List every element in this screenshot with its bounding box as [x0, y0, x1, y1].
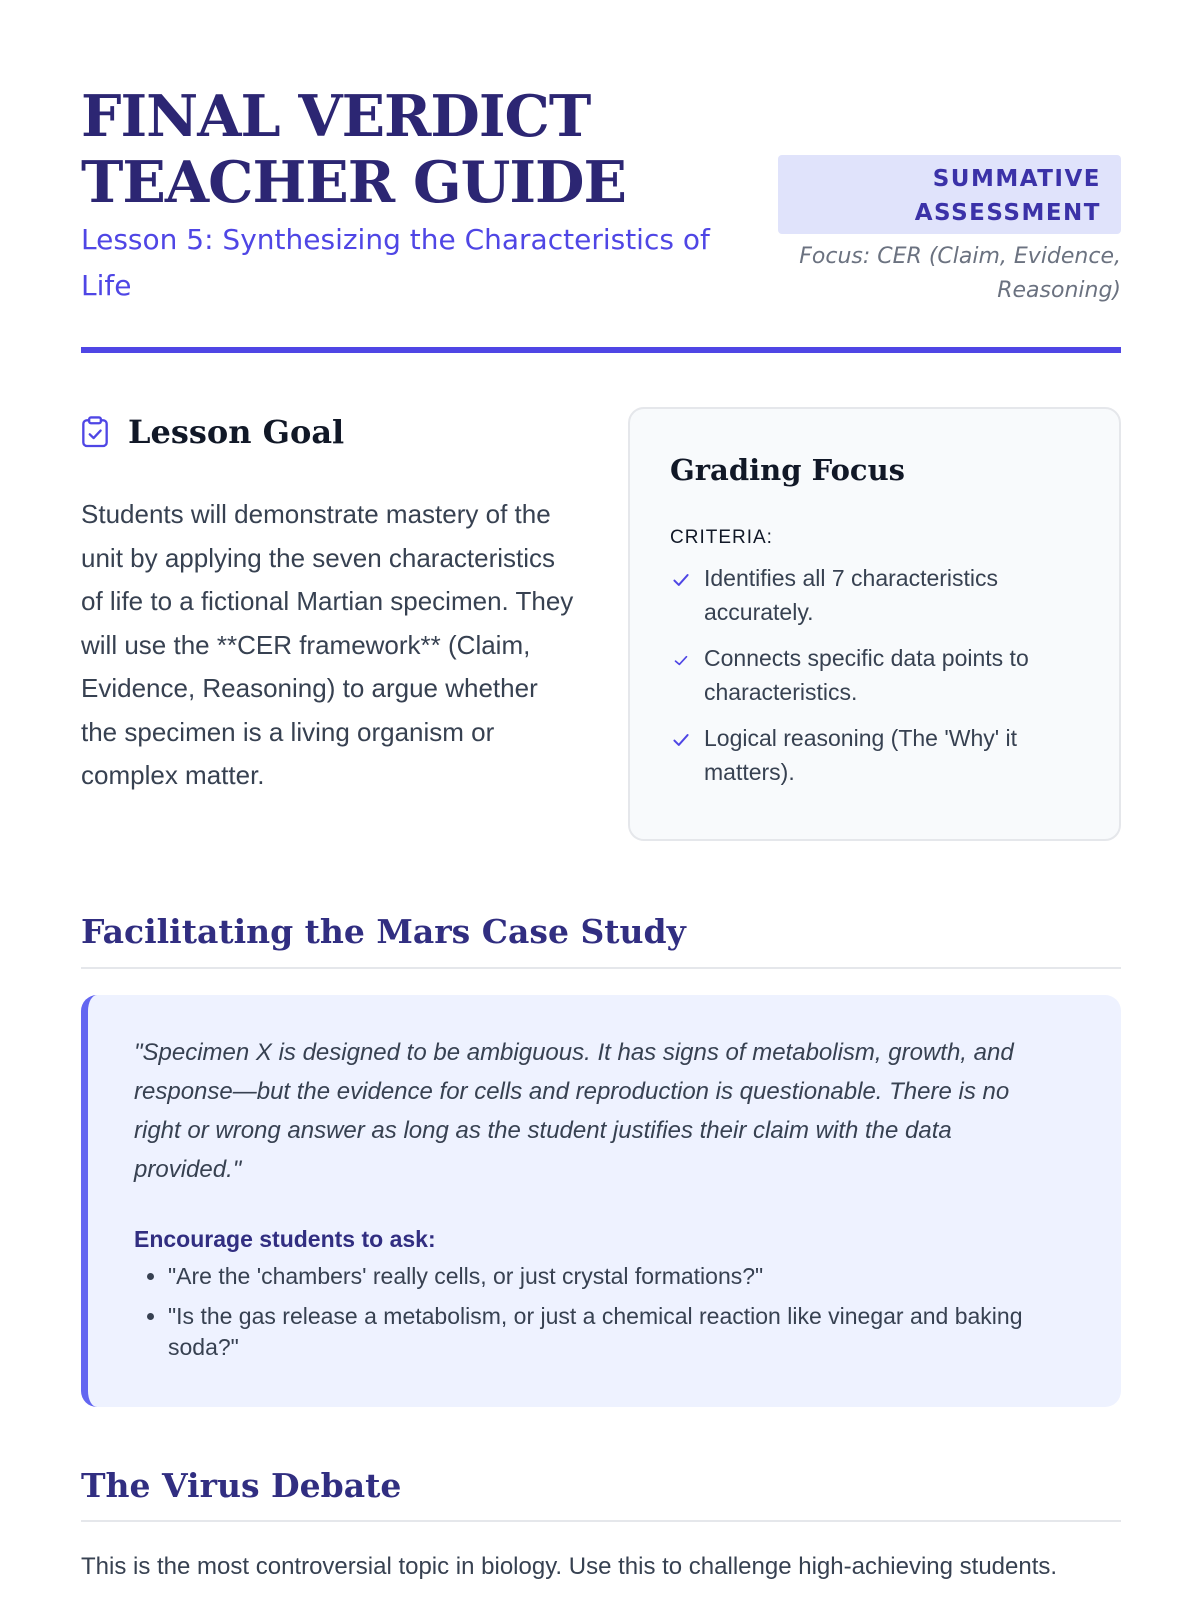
student-questions-list: [168, 1261, 1048, 1372]
check-icon: [670, 649, 692, 671]
virus-section-title: The Virus Debate: [81, 1466, 402, 1505]
grading-focus-card: [628, 407, 1121, 841]
clipboard-check-icon: [81, 415, 109, 449]
criteria-item: [670, 561, 1090, 629]
criteria-text: Connects specific data points to characteristics.: [704, 645, 1029, 705]
criteria-item: [670, 721, 1090, 789]
mars-section-divider: [81, 967, 1121, 969]
virus-intro-text: This is the most controversial topic in biology. Use this to challenge high-achieving students.: [81, 1553, 1058, 1580]
lesson-goal-heading: [81, 412, 344, 452]
criteria-item: [670, 641, 1090, 709]
criteria-list: [670, 561, 1090, 801]
header-divider: [81, 347, 1121, 353]
check-icon: [670, 729, 692, 751]
title-line-1: FINAL VERDICT: [81, 83, 591, 150]
lesson-subtitle: Lesson 5: Synthesizing the Characteristics of Life: [81, 223, 710, 302]
focus-line-2: Reasoning): [997, 278, 1121, 303]
assessment-focus: [761, 240, 1121, 308]
mars-section-title: Facilitating the Mars Case Study: [81, 912, 686, 951]
facilitator-quote: "Specimen X is designed to be ambiguous. It has signs of metabolism, growth, and response—but the evidence for cells and reproduction is questionable. There is no right or wrong answer as long as the student justifies their claim with the data provided.": [134, 1039, 1014, 1183]
focus-line-1: Focus: CER (Claim, Evidence,: [799, 244, 1121, 269]
check-icon: [670, 569, 692, 591]
guide-header: [81, 84, 1121, 354]
facilitator-quote-box: [81, 995, 1121, 1407]
student-question: • "Is the gas release a metabolism, or just a chemical reaction like vinegar and baking soda?": [168, 1301, 1048, 1363]
assessment-badge: [778, 155, 1121, 234]
criteria-label: CRITERIA:: [670, 527, 773, 548]
criteria-text: Logical reasoning (The 'Why' it matters).: [704, 725, 1018, 785]
virus-section-divider: [81, 1520, 1121, 1522]
page-title: [81, 84, 741, 216]
teacher-guide-page: [81, 0, 1121, 1600]
title-line-2: TEACHER GUIDE: [81, 149, 626, 216]
student-question: • "Are the 'chambers' really cells, or just crystal formations?": [168, 1261, 1048, 1292]
grading-focus-title: Grading Focus: [670, 453, 906, 487]
badge-line-1: SUMMATIVE: [932, 166, 1101, 192]
badge-line-2: ASSESSMENT: [914, 200, 1101, 226]
lesson-goal-title: Lesson Goal: [128, 413, 345, 451]
encourage-label: Encourage students to ask:: [134, 1226, 436, 1252]
criteria-text: Identifies all 7 characteristics accurately.: [704, 565, 999, 625]
lesson-goal-text: Students will demonstrate mastery of the unit by applying the seven characteristics of life to a fictional Martian specimen. They will use the **CER framework** (Claim, Evidence, Reasoning) to argue whether the specimen is a living organism or complex matter.: [81, 499, 574, 790]
